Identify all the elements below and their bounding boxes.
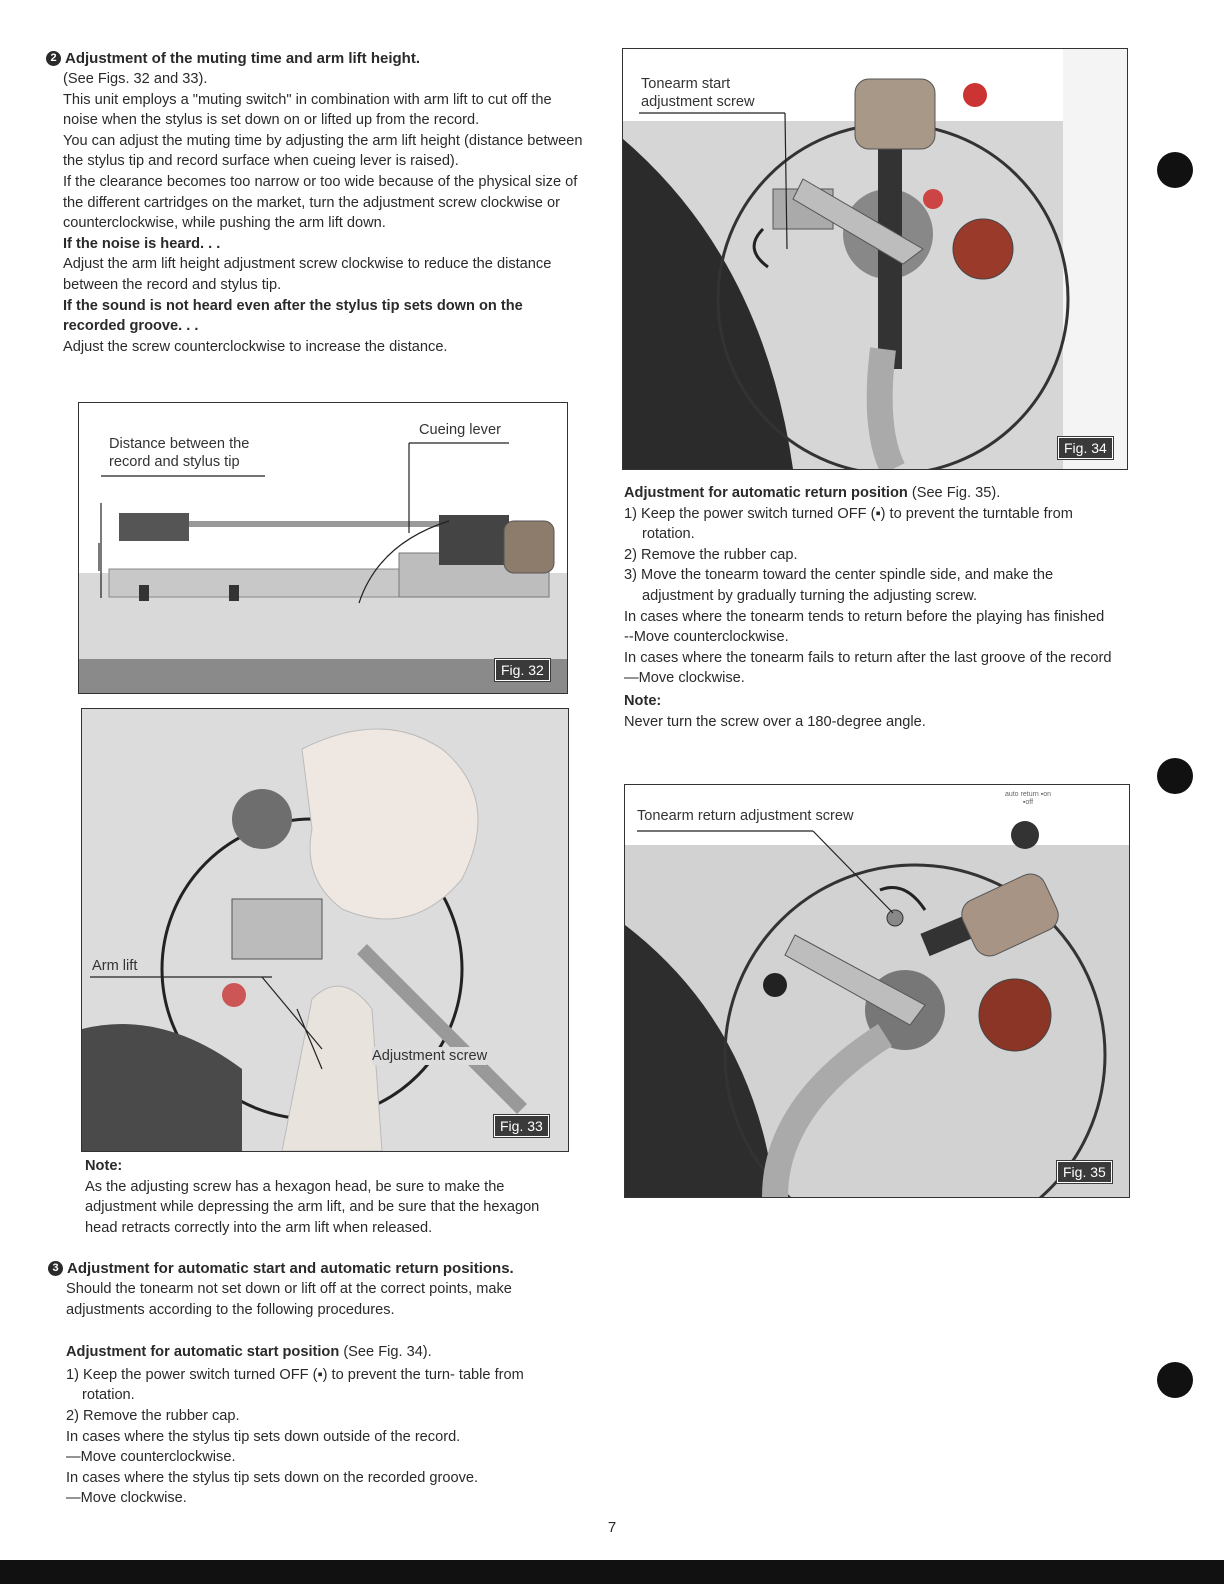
note-heading: Note:: [85, 1158, 123, 1174]
paragraph: This unit employs a "muting switch" in combination with arm lift to cut off the noise when the stylus is set down on or lifted up from the record.: [63, 91, 552, 129]
case-heading: If the sound is not heard even after the stylus tip sets down on the recorded groove. . .: [63, 297, 523, 335]
return-ref: (See Fig. 35).: [911, 485, 1001, 501]
figure-label: Fig. 32: [495, 659, 550, 681]
case-text: Adjust the arm lift height adjustment screw clockwise to reduce the distance between the record and stylus tip.: [63, 256, 552, 293]
section-3-heading: [48, 1258, 568, 1279]
fig-reference: (See Figs. 32 and 33).: [63, 71, 208, 87]
figure-32: [78, 402, 568, 694]
note-text: As the adjusting screw has a hexagon head, be sure to make the adjustment while depressing the arm lift, and be sure that the hexagon head retracts correctly into the arm lift when released.: [85, 1178, 540, 1236]
case-text: Adjust the screw counterclockwise to increase the distance.: [63, 338, 448, 355]
instruction-line: —Move counterclockwise.: [66, 1449, 236, 1466]
case-heading: If the noise is heard. . .: [63, 235, 221, 252]
section-3-body: [48, 1279, 568, 1509]
return-heading-line: [624, 483, 1124, 504]
section-2-heading: [46, 48, 586, 69]
binding-hole: [1157, 152, 1193, 188]
callout-return-screw: Tonearm return adjustment screw: [637, 808, 854, 824]
figure-35: [624, 784, 1130, 1198]
callout-distance: Distance between the record and stylus tip: [109, 436, 250, 470]
section-number-badge: 2: [46, 51, 61, 66]
step: 2) Remove the rubber cap.: [66, 1407, 240, 1424]
figure-label: Fig. 35: [1057, 1161, 1112, 1183]
instruction-line: —Move clockwise.: [624, 670, 745, 687]
start-heading: Adjustment for automatic start position: [66, 1344, 340, 1361]
instruction-line: —Move clockwise.: [66, 1490, 187, 1507]
callout-arm-lift: Arm lift: [92, 958, 138, 974]
note-heading: Note:: [624, 692, 662, 709]
figure-label: Fig. 33: [494, 1115, 549, 1137]
arm-lift-adjustment-photo: [82, 709, 568, 1151]
step: 1) Keep the power switch turned OFF (▪) to prevent the turntable from rotation.: [624, 505, 1073, 543]
instruction-line: In cases where the tonearm tends to return before the playing has finished: [624, 608, 1105, 625]
tonearm-return-photo: [625, 785, 1129, 1197]
note-text: Never turn the screw over a 180-degree angle.: [624, 713, 926, 730]
note: [85, 1156, 565, 1238]
scan-edge: [0, 1560, 1224, 1584]
instruction-line: In cases where the tonearm fails to return after the last groove of the record: [624, 649, 1112, 666]
callout-cueing-lever: Cueing lever: [419, 422, 501, 438]
instruction-line: --Move counterclockwise.: [624, 629, 789, 646]
figure-label: Fig. 34: [1058, 437, 1113, 459]
return-adjustment: [624, 483, 1124, 732]
step: 2) Remove the rubber cap.: [624, 546, 798, 563]
intro-text: Should the tonearm not set down or lift off at the correct points, make adjustments according to the following procedures.: [66, 1281, 512, 1318]
binding-hole: [1157, 1362, 1193, 1398]
paragraph: If the clearance becomes too narrow or too wide because of the physical size of the different cartridges on the market, turn the adjustment screw clockwise or counterclockwise, while pushing the arm lift down.: [63, 173, 578, 232]
section-3: [48, 1258, 568, 1509]
start-ref: (See Fig. 34).: [343, 1344, 432, 1361]
step: 3) Move the tonearm toward the center spindle side, and make the adjustment by gradually turning the adjusting screw.: [624, 567, 1054, 604]
instruction-line: In cases where the stylus tip sets down on the recorded groove.: [66, 1469, 479, 1486]
start-heading-line: [66, 1342, 568, 1363]
callout-start-screw: Tonearm start adjustment screw: [641, 75, 791, 111]
instruction-line: In cases where the stylus tip sets down outside of the record.: [66, 1428, 461, 1445]
return-heading: Adjustment for automatic return position: [624, 485, 908, 501]
tonearm-start-photo: [623, 49, 1127, 469]
auto-return-panel-text: auto return ▪on ▪off: [1004, 791, 1052, 806]
section-2-body: [46, 69, 586, 357]
paragraph: You can adjust the muting time by adjusting the arm lift height (distance between the stylus tip and record surface when cueing lever is raised).: [63, 132, 583, 170]
section-title: Adjustment for automatic start and automatic return positions.: [67, 1260, 514, 1277]
section-title: Adjustment of the muting time and arm lift height.: [65, 50, 420, 67]
section-2: [46, 48, 586, 357]
figure-33: [81, 708, 569, 1152]
section-number-badge: 3: [48, 1261, 63, 1276]
page-number: 7: [607, 1519, 617, 1536]
callout-adjustment-screw: Adjustment screw: [372, 1048, 488, 1064]
binding-hole: [1157, 758, 1193, 794]
step: 1) Keep the power switch turned OFF (▪) to prevent the turn- table from rotation.: [66, 1366, 524, 1404]
figure-34: [622, 48, 1128, 470]
